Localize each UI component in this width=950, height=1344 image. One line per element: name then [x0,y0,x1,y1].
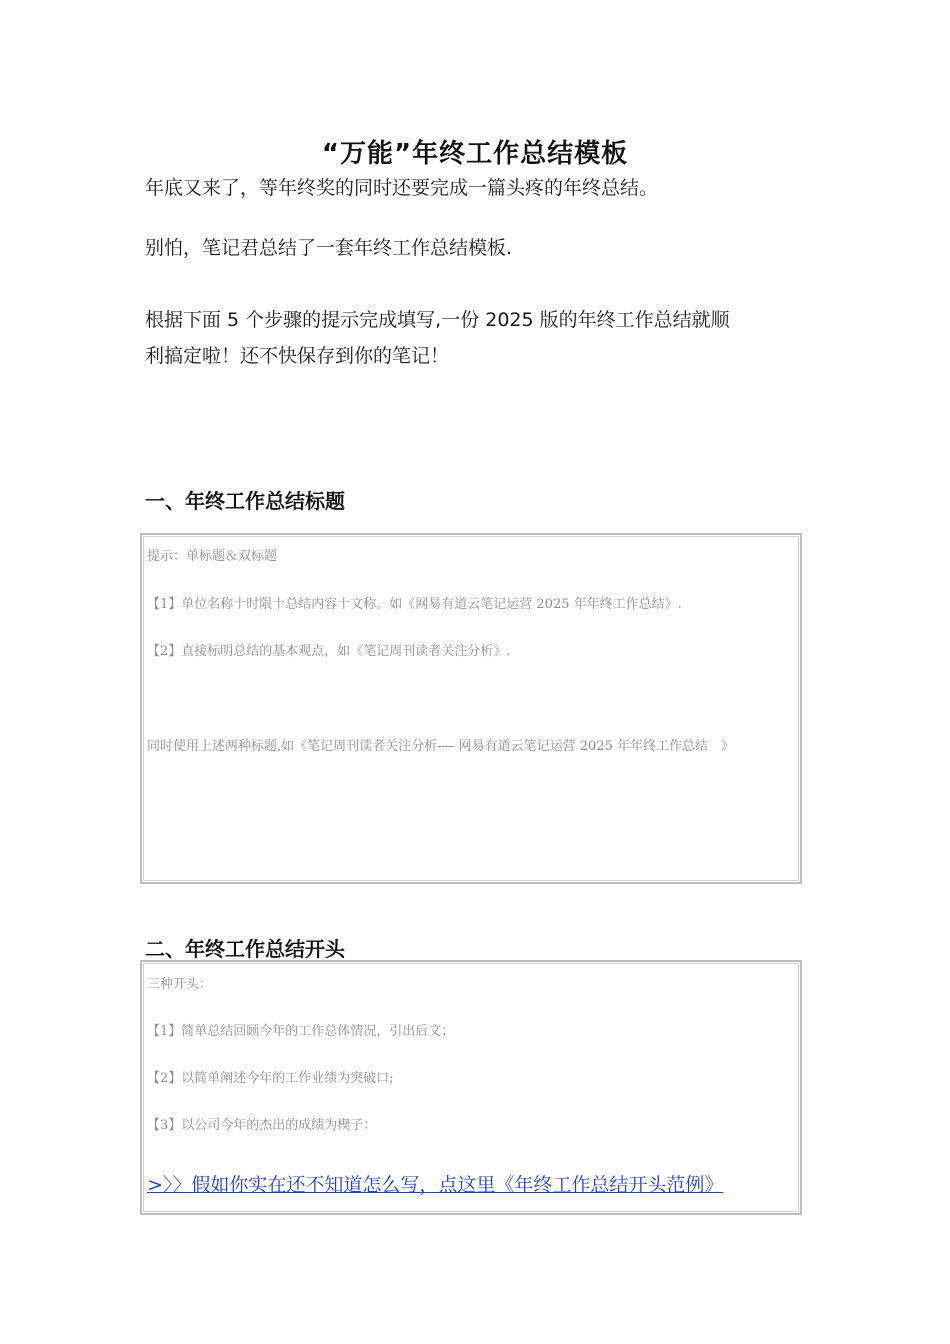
intro-paragraph-3-line-1: 根据下面 5 个步骤的提示完成填写,一份 2025 版的年终工作总结就顺 [145,309,730,331]
tip-line: 【3】以公司今年的杰出的成绩为楔子： [147,1118,377,1133]
intro-paragraph-3-line-2: 利搞定啦！还不快保存到你的笔记！ [145,345,450,367]
section-2-tip-box [140,960,802,1215]
section-2-heading: 二、年终工作总结开头 [145,937,345,961]
document-title: “万能”年终工作总结模板 [321,139,629,169]
section-1-tip-box [140,533,802,884]
tip-line: 【1】简单总结回顾今年的工作总体情况，引出后文； [147,1024,455,1039]
intro-paragraph-1: 年底又来了，等年终奖的同时还要完成一篇头疼的年终总结。 [145,177,659,199]
tip-line: 【2】以简单阐述今年的工作业绩为突破口; [147,1071,394,1086]
intro-paragraph-2: 别怕，笔记君总结了一套年终工作总结模板. [145,237,513,259]
opening-examples-link[interactable]: >〉〉假如你实在还不知道怎么写，点这里《年终工作总结开头范例》 [147,1174,724,1196]
tip-line: 三种开头： [147,977,213,992]
tip-line: 同时使用上述两种标题,如《笔记周刊读者关注分析-— 网易有道云笔记运营 2025 年年终工作总结 》 [147,739,735,754]
section-1-heading: 一、年终工作总结标题 [145,489,345,513]
tip-line: 提示：单标题＆双标题 [147,549,278,564]
tip-line: 【1】单位名称十时限十总结内容十文称。如《网易有道云笔记运营 2025 年年终工作总结》. [147,597,682,612]
tip-line: 【2】直接标明总结的基本观点，如《笔记周刊读者关注分析》. [147,644,511,659]
